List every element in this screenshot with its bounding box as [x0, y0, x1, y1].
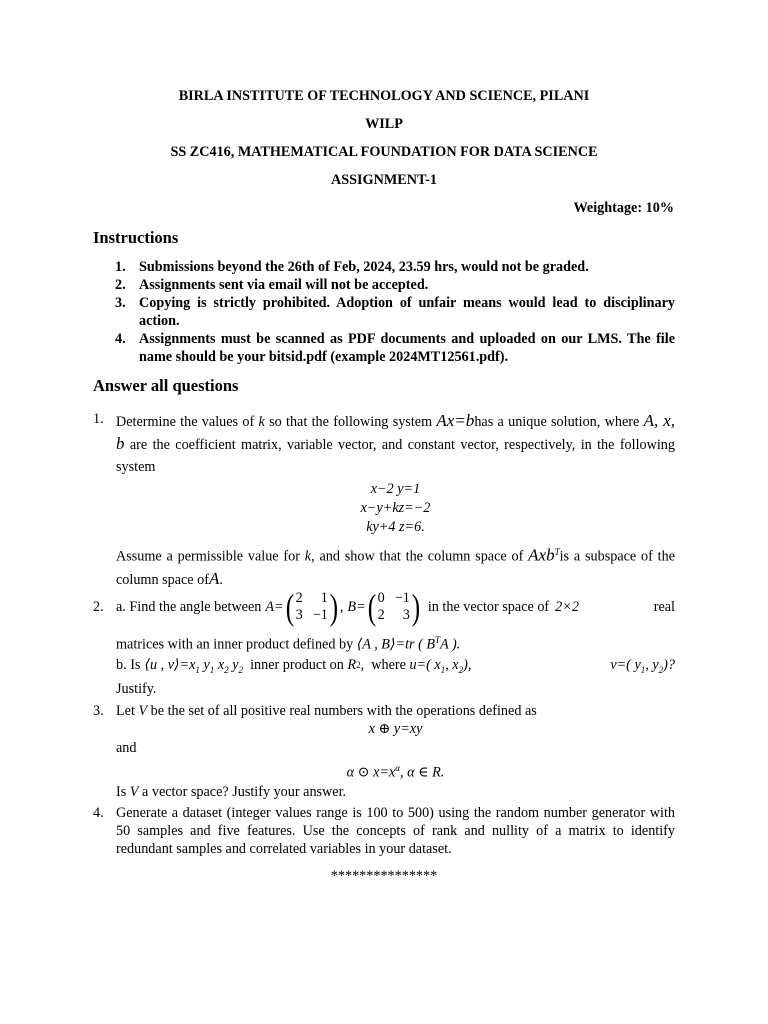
q3-line3: [116, 783, 675, 801]
q1-text: so that the following system: [264, 414, 437, 430]
q3-sup: α: [395, 763, 400, 773]
question-number: 4.: [93, 805, 104, 821]
question-body: [116, 702, 675, 801]
question-1-text: [116, 410, 675, 478]
instructions-list: [115, 258, 675, 366]
q2-math: , x: [445, 656, 459, 673]
q2-text: b. Is: [116, 656, 141, 673]
question-1: [93, 410, 675, 591]
instruction-item: [115, 294, 675, 330]
question-2: [93, 588, 675, 698]
right-paren: ): [329, 587, 339, 627]
q1-dot: .: [219, 571, 223, 588]
q2-text: , where: [360, 656, 410, 673]
q2-text: in the vector space of: [427, 599, 550, 615]
q1-a: A: [208, 568, 220, 588]
q1-text: has a unique solution, where: [474, 414, 644, 430]
q1-text: , and show that the column space of: [311, 548, 529, 565]
q3-equation-1: x ⊕ y=xy: [368, 721, 423, 737]
q3-and: and: [116, 740, 137, 756]
q2-text: real: [646, 599, 675, 615]
q2-math: u=( x: [409, 656, 441, 673]
institute-title: BIRLA INSTITUTE OF TECHNOLOGY AND SCIENCE, PILANI: [178, 88, 590, 104]
q2-text: inner product on: [243, 656, 348, 673]
question-4: [93, 804, 675, 858]
q2-justify: Justify.: [116, 680, 157, 697]
matrix-cell: 2: [377, 607, 385, 623]
assignment-title: ASSIGNMENT-1: [331, 172, 437, 188]
q3-line1: [116, 702, 675, 720]
q1-equation: x−2 y=1: [370, 481, 421, 497]
q2-text: matrices with an inner product defined by: [116, 636, 357, 653]
matrix-cell: −1: [394, 590, 410, 606]
right-paren: ): [411, 587, 421, 627]
matrix-cell: 0: [377, 590, 385, 606]
question-number: 3.: [93, 703, 104, 719]
q3-text: a vector space? Justify your answer.: [138, 783, 347, 800]
q3-math: , α ∈ R.: [399, 764, 445, 781]
q3-math: α ⊙ x=x: [346, 764, 396, 781]
instruction-number: 3.: [115, 295, 126, 311]
left-paren: (: [367, 587, 376, 627]
q1-vars: A, x, b: [116, 411, 675, 453]
matrix-cell: 3: [295, 607, 303, 623]
q2-r: R: [347, 656, 357, 673]
q1-text: is a subspace of the column space of: [116, 548, 675, 588]
matrix-b-grid: [378, 590, 410, 624]
q2-math: x: [214, 656, 225, 673]
instruction-number: 1.: [115, 259, 126, 275]
end-marker: ***************: [330, 868, 438, 884]
q2-math: v=( y: [610, 656, 641, 673]
q2-math: ⟨u , v⟩=x: [144, 656, 196, 673]
q1-equation: ky+4 z=6.: [366, 519, 425, 535]
q2-math: , y: [645, 656, 659, 673]
q2-a-label: A=: [265, 599, 284, 615]
q2-text: a. Find the angle between: [116, 599, 262, 615]
instruction-text: Copying is strictly prohibited. Adoption of unfair means would lead to disciplinary action.: [139, 295, 675, 329]
course-title: SS ZC416, MATHEMATICAL FOUNDATION FOR DATA SCIENCE: [170, 144, 598, 160]
q3-v: V: [129, 783, 139, 800]
matrix-b: [366, 589, 422, 625]
q1-text: Assume a permissible value for: [116, 548, 305, 565]
matrix-cell: 2: [295, 590, 303, 606]
q2-comma: ,: [339, 599, 344, 615]
q1-axbt: Axb: [528, 545, 555, 565]
q1-text: Determine the values of: [116, 414, 259, 430]
question-number: 2.: [93, 599, 104, 615]
q1-axb: Ax=b: [436, 411, 475, 430]
instruction-text: Assignments must be scanned as PDF documents and uploaded on our LMS. The file name should be your bitsid.pdf (example 2024MT12561.pdf).: [139, 331, 675, 365]
q2-dim: 2×2: [555, 599, 579, 615]
q2-v: v=( $y_1$, $y_2$)?: [610, 656, 675, 675]
q3-text: be the set of all positive real numbers with the operations defined as: [147, 703, 537, 719]
q2-math: y: [228, 656, 239, 673]
instruction-text: Assignments sent via email will not be accepted.: [139, 277, 429, 293]
q2-part-b: [116, 655, 675, 680]
question-3: [93, 702, 675, 801]
q2-math: )?: [663, 656, 675, 673]
q3-v: V: [138, 703, 148, 719]
q2-b-label: B=: [347, 599, 366, 615]
instruction-item: [115, 330, 675, 366]
question-body: Generate a dataset (integer values range is 100 to 500) using the random number generator with 50 samples and five features. Use the concepts of rank and nullity of a matrix to identify redundant samples and correlated variables in your dataset.: [116, 805, 675, 857]
matrix-a: [284, 589, 340, 625]
instruction-item: [115, 276, 675, 294]
instruction-number: 4.: [115, 331, 126, 347]
question-1-part2: [116, 541, 675, 591]
q3-text: Is: [116, 783, 130, 800]
weightage: Weightage: 10%: [573, 200, 674, 216]
q2-math: y: [199, 656, 210, 673]
matrix-a-grid: [296, 590, 328, 624]
q2-inner-product: ⟨A , B⟩=tr ( B: [356, 636, 436, 653]
q1-k: k: [258, 414, 265, 430]
q2-part-a-line1: [116, 588, 675, 626]
q2-inner-product: A ).: [440, 636, 461, 653]
q2-transpose: T: [435, 635, 441, 645]
q3-text: Let: [116, 703, 139, 719]
matrix-cell: 3: [402, 607, 410, 623]
left-paren: (: [285, 587, 294, 627]
q2-r-sup: 2: [356, 659, 361, 670]
q1-text: are the coefficient matrix, variable vector, and constant vector, respectively, in the following system: [116, 437, 675, 475]
questions-heading: Answer all questions: [93, 376, 239, 395]
q1-equations: [116, 480, 675, 537]
instruction-text: Submissions beyond the 26th of Feb, 2024, 23.59 hrs, would not be graded.: [139, 259, 589, 275]
division-title: WILP: [365, 116, 403, 132]
question-body: [116, 410, 675, 591]
instruction-item: [115, 258, 675, 276]
matrix-cell: 1: [320, 590, 328, 606]
q2-part-a-line2: [116, 630, 675, 655]
q3-equation-2: [116, 759, 675, 783]
q1-k: k: [304, 548, 312, 565]
question-body: [116, 588, 675, 698]
q1-transpose: T: [554, 547, 560, 557]
q2-b-inner-product: ⟨u , $v⟩=x_1$ $y_1$ $x_2$ $y_2$: [144, 656, 243, 675]
q2-math: ),: [463, 656, 472, 673]
q2-u: u=( $x_1$, $x_2$),: [409, 656, 472, 675]
q1-equation: x−y+kz=−2: [360, 500, 431, 516]
instruction-number: 2.: [115, 277, 126, 293]
matrix-cell: −1: [312, 607, 328, 623]
instructions-heading: Instructions: [93, 228, 179, 247]
question-number: 1.: [93, 411, 104, 427]
